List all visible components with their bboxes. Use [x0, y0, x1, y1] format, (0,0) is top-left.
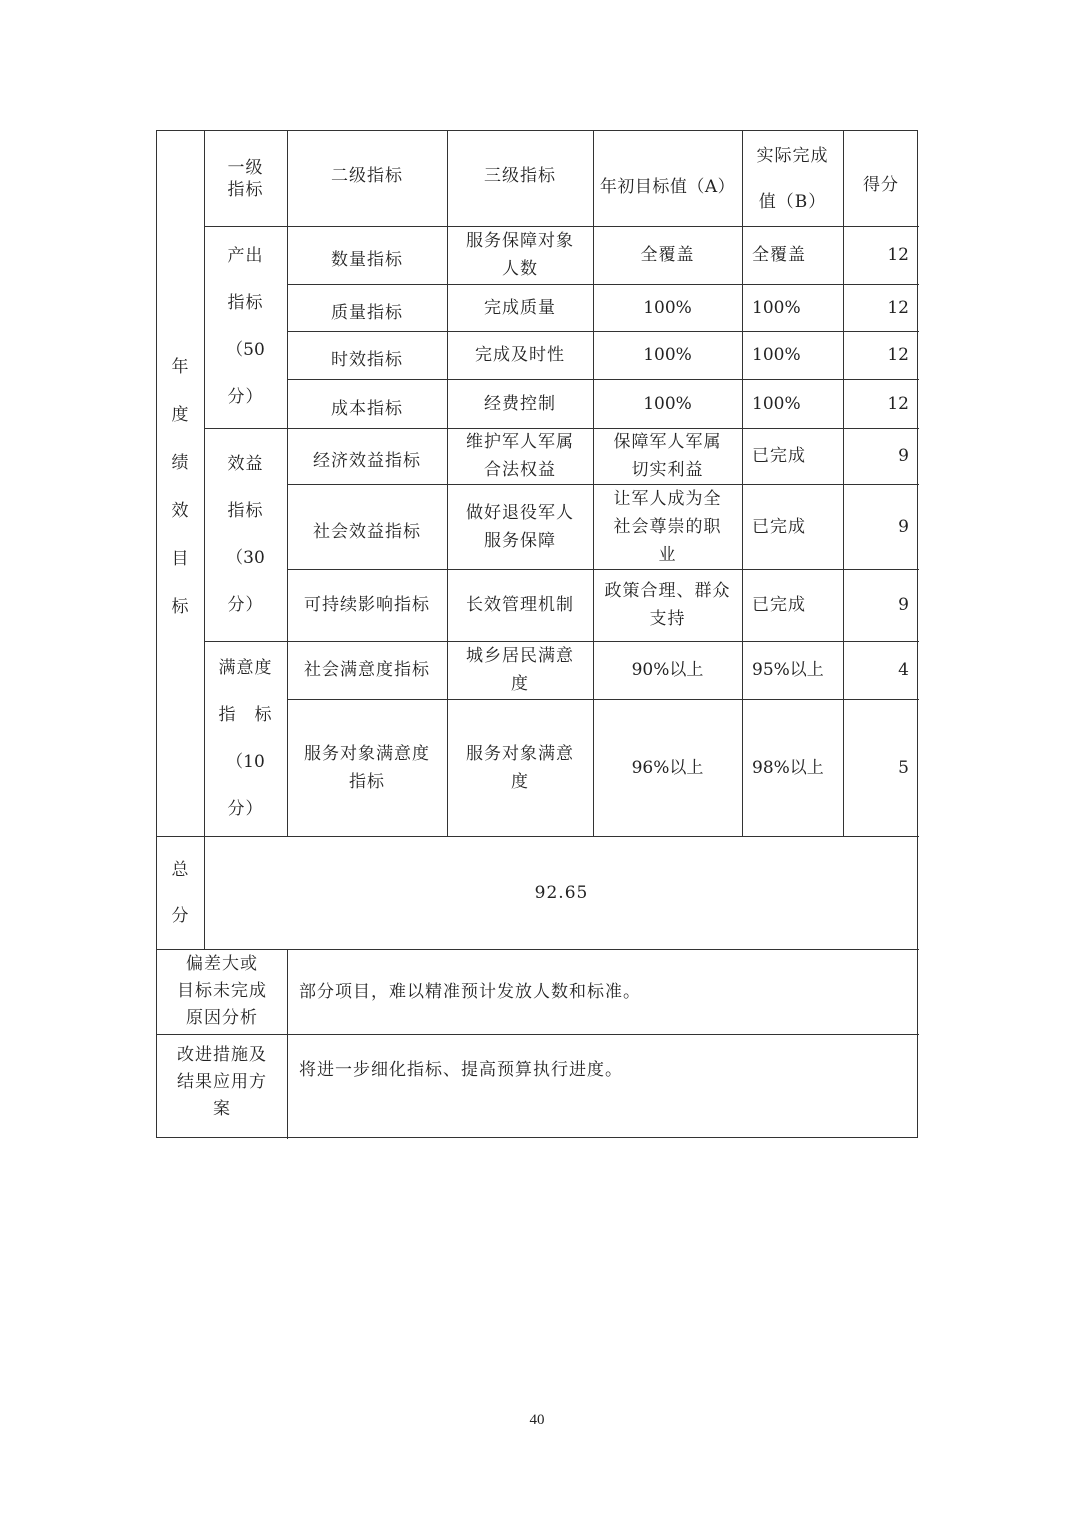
- group-label-line: 效益: [227, 453, 264, 474]
- header-level3: 三级指标: [484, 165, 556, 186]
- row-actual: 已完成: [752, 446, 806, 466]
- row-level3: 完成质量: [484, 297, 556, 318]
- row-score: 4: [898, 660, 909, 680]
- deviation-label: [157, 949, 287, 1034]
- header-score: 得分: [863, 174, 899, 195]
- total-score-value: 92.65: [534, 882, 589, 903]
- row-score: 9: [898, 516, 909, 537]
- row-actual: 100%: [752, 393, 801, 414]
- row-target: 保障军人军属 切实利益: [613, 432, 722, 480]
- row-level3: 长效管理机制: [466, 595, 574, 615]
- row-target: 让军人成为全 社会尊崇的职 业: [613, 488, 722, 565]
- group-benefit-label: [204, 428, 287, 641]
- deviation-analysis-text: 部分项目，难以精准预计发放人数和标准。: [299, 981, 641, 1002]
- row-level2: 可持续影响指标: [304, 595, 430, 615]
- header-level2: 二级指标: [331, 165, 403, 186]
- group-label-line: （30: [226, 547, 265, 568]
- row-level3: 经费控制: [484, 393, 556, 414]
- row-level2: 社会效益指标: [313, 521, 421, 542]
- group-label-line: 指标: [227, 293, 264, 313]
- group-label-line: 分）: [227, 594, 264, 615]
- row-level2: 时效指标: [331, 350, 403, 370]
- row-actual: 已完成: [752, 516, 806, 537]
- row-level2: 服务对象满意度 指标: [304, 743, 430, 792]
- improvement-label-line: 案: [213, 1099, 231, 1119]
- row-target: 90%以上: [631, 660, 704, 680]
- group-label-line: （50: [226, 340, 265, 360]
- row-score: 9: [898, 595, 909, 615]
- row-actual: 100%: [752, 345, 801, 365]
- side-label-char: 度: [171, 405, 190, 425]
- group-satisfaction-label: [204, 641, 287, 836]
- deviation-label-line: 偏差大或: [186, 954, 258, 974]
- row-score: 12: [887, 393, 909, 414]
- row-level2: 数量指标: [331, 250, 403, 270]
- header-target: 年初目标值（A）: [599, 176, 736, 197]
- row-level3: 服务保障对象 人数: [466, 231, 574, 279]
- group-label-line: （10: [226, 751, 265, 772]
- improvement-label-line: 改进措施及: [177, 1045, 267, 1065]
- group-label-line: 指标: [227, 500, 264, 521]
- row-score: 9: [898, 446, 909, 466]
- row-target: 100%: [643, 297, 692, 318]
- group-label-line: 分）: [227, 387, 264, 407]
- row-actual: 95%以上: [752, 660, 824, 680]
- group-output-label: [204, 226, 287, 428]
- row-target: 96%以上: [631, 757, 704, 778]
- page-number: 40: [529, 1412, 545, 1428]
- improvement-measures-text: 将进一步细化指标、提高预算执行进度。: [299, 1060, 623, 1080]
- row-score: 12: [887, 297, 909, 318]
- side-label-char: 效: [171, 501, 190, 521]
- row-score: 5: [898, 757, 909, 778]
- row-score: 12: [887, 345, 909, 365]
- row-level3: 做好退役军人 服务保障: [466, 502, 574, 551]
- row-level3: 维护军人军属 合法权益: [466, 432, 574, 480]
- row-target: 100%: [643, 393, 692, 414]
- row-level2: 成本指标: [331, 398, 403, 419]
- row-level2: 经济效益指标: [313, 451, 421, 471]
- improvement-label: [157, 1034, 287, 1139]
- side-label-char: 标: [171, 597, 190, 617]
- group-label-line: 分）: [227, 798, 264, 819]
- row-actual: 98%以上: [752, 757, 824, 778]
- total-label-char: 总: [171, 859, 190, 880]
- side-label-char: 绩: [171, 453, 190, 473]
- side-label-char: 年: [171, 357, 190, 377]
- group-label-line: 满意度: [218, 657, 273, 678]
- total-label: [157, 836, 204, 949]
- row-target: 政策合理、群众 支持: [604, 581, 731, 629]
- row-level2: 质量指标: [331, 302, 403, 323]
- row-target: 100%: [643, 345, 692, 365]
- improvement-label-line: 结果应用方: [177, 1072, 267, 1092]
- group-label-line: 指 标: [218, 704, 273, 725]
- header-level1: 一级 指标: [227, 157, 264, 200]
- row-level3: 完成及时性: [475, 345, 565, 365]
- row-target: 全覆盖: [640, 245, 695, 265]
- row-actual: 全覆盖: [752, 245, 806, 265]
- row-actual: 已完成: [752, 595, 806, 615]
- row-actual: 100%: [752, 297, 801, 318]
- annual-performance-goal-label: [157, 357, 204, 617]
- row-level3: 服务对象满意 度: [466, 743, 574, 792]
- performance-table: [156, 130, 918, 1138]
- row-score: 12: [887, 245, 909, 265]
- row-level2: 社会满意度指标: [304, 660, 430, 680]
- row-level3: 城乡居民满意 度: [466, 646, 574, 694]
- side-label-char: 目: [171, 549, 190, 569]
- group-label-line: 产出: [227, 246, 264, 266]
- deviation-label-line: 目标未完成: [177, 981, 267, 1001]
- deviation-label-line: 原因分析: [186, 1008, 258, 1028]
- header-actual: 实际完成 值（B）: [756, 145, 829, 212]
- total-label-char: 分: [171, 905, 190, 926]
